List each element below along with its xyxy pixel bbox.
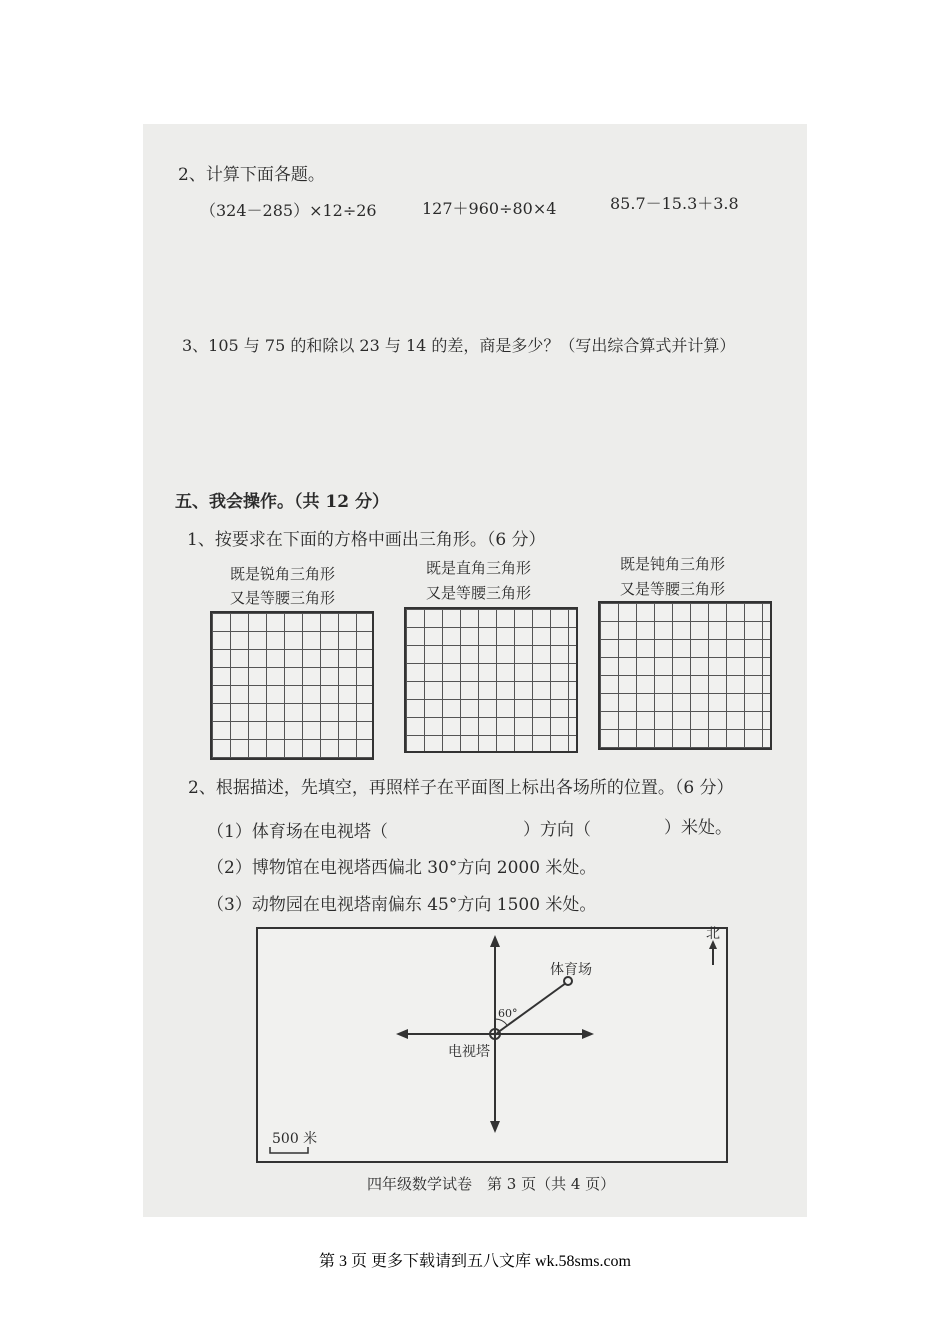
north-arrowhead <box>490 935 500 947</box>
drawing-grid-2[interactable] <box>404 607 578 753</box>
p1-title: 1、按要求在下面的方格中画出三角形。（6 分） <box>187 530 546 550</box>
grid1-caption-1: 既是锐角三角形 <box>230 565 336 583</box>
direction-map <box>256 927 728 1163</box>
answer-blank-direction[interactable] <box>378 815 518 839</box>
q2-expression-3: 85.7－15.3＋3.8 <box>610 194 739 213</box>
tower-label: 电视塔 <box>448 1044 490 1060</box>
p2-item1-part-b: ）方向（ <box>523 820 591 840</box>
answer-blank-distance[interactable] <box>598 813 658 837</box>
scale-label: 500 米 <box>272 1131 318 1147</box>
p2-item3: （3）动物园在电视塔南偏东 45°方向 1500 米处。 <box>207 895 597 915</box>
grid3-caption-1: 既是钝角三角形 <box>620 555 726 573</box>
p2-item1-part-a: （1）体育场在电视塔（ <box>207 822 388 842</box>
section5-title: 五、我会操作。（共 12 分） <box>175 492 389 512</box>
q3-text: 3、105 与 75 的和除以 23 与 14 的差，商是多少？（写出综合算式并计算） <box>182 336 736 355</box>
document-footer: 第 3 页 更多下载请到五八文库 wk.58sms.com <box>318 1253 631 1270</box>
east-arrowhead <box>582 1029 594 1039</box>
drawing-grid-3[interactable] <box>598 601 772 750</box>
west-arrowhead <box>396 1029 408 1039</box>
angle-label: 60° <box>498 1007 518 1020</box>
q2-title: 2、计算下面各题。 <box>178 165 325 185</box>
grid2-caption-1: 既是直角三角形 <box>426 559 532 577</box>
page-number-footer: 四年级数学试卷 第 3 页（共 4 页） <box>367 1175 616 1193</box>
map-lines <box>258 929 726 1161</box>
p2-item1-part-c: ）米处。 <box>664 818 732 838</box>
south-arrowhead <box>490 1121 500 1133</box>
grid3-caption-2: 又是等腰三角形 <box>620 580 726 598</box>
north-label: 北 <box>706 926 720 942</box>
grid1-caption-2: 又是等腰三角形 <box>230 589 336 607</box>
grid2-caption-2: 又是等腰三角形 <box>426 584 532 602</box>
drawing-grid-1[interactable] <box>210 611 374 760</box>
stadium-label: 体育场 <box>550 962 592 978</box>
p2-item2: （2）博物馆在电视塔西偏北 30°方向 2000 米处。 <box>207 858 597 878</box>
q2-expression-1: （324－285）×12÷26 <box>200 201 377 220</box>
q2-expression-2: 127＋960÷80×4 <box>422 199 557 218</box>
p2-title: 2、根据描述，先填空，再照样子在平面图上标出各场所的位置。（6 分） <box>188 778 734 798</box>
